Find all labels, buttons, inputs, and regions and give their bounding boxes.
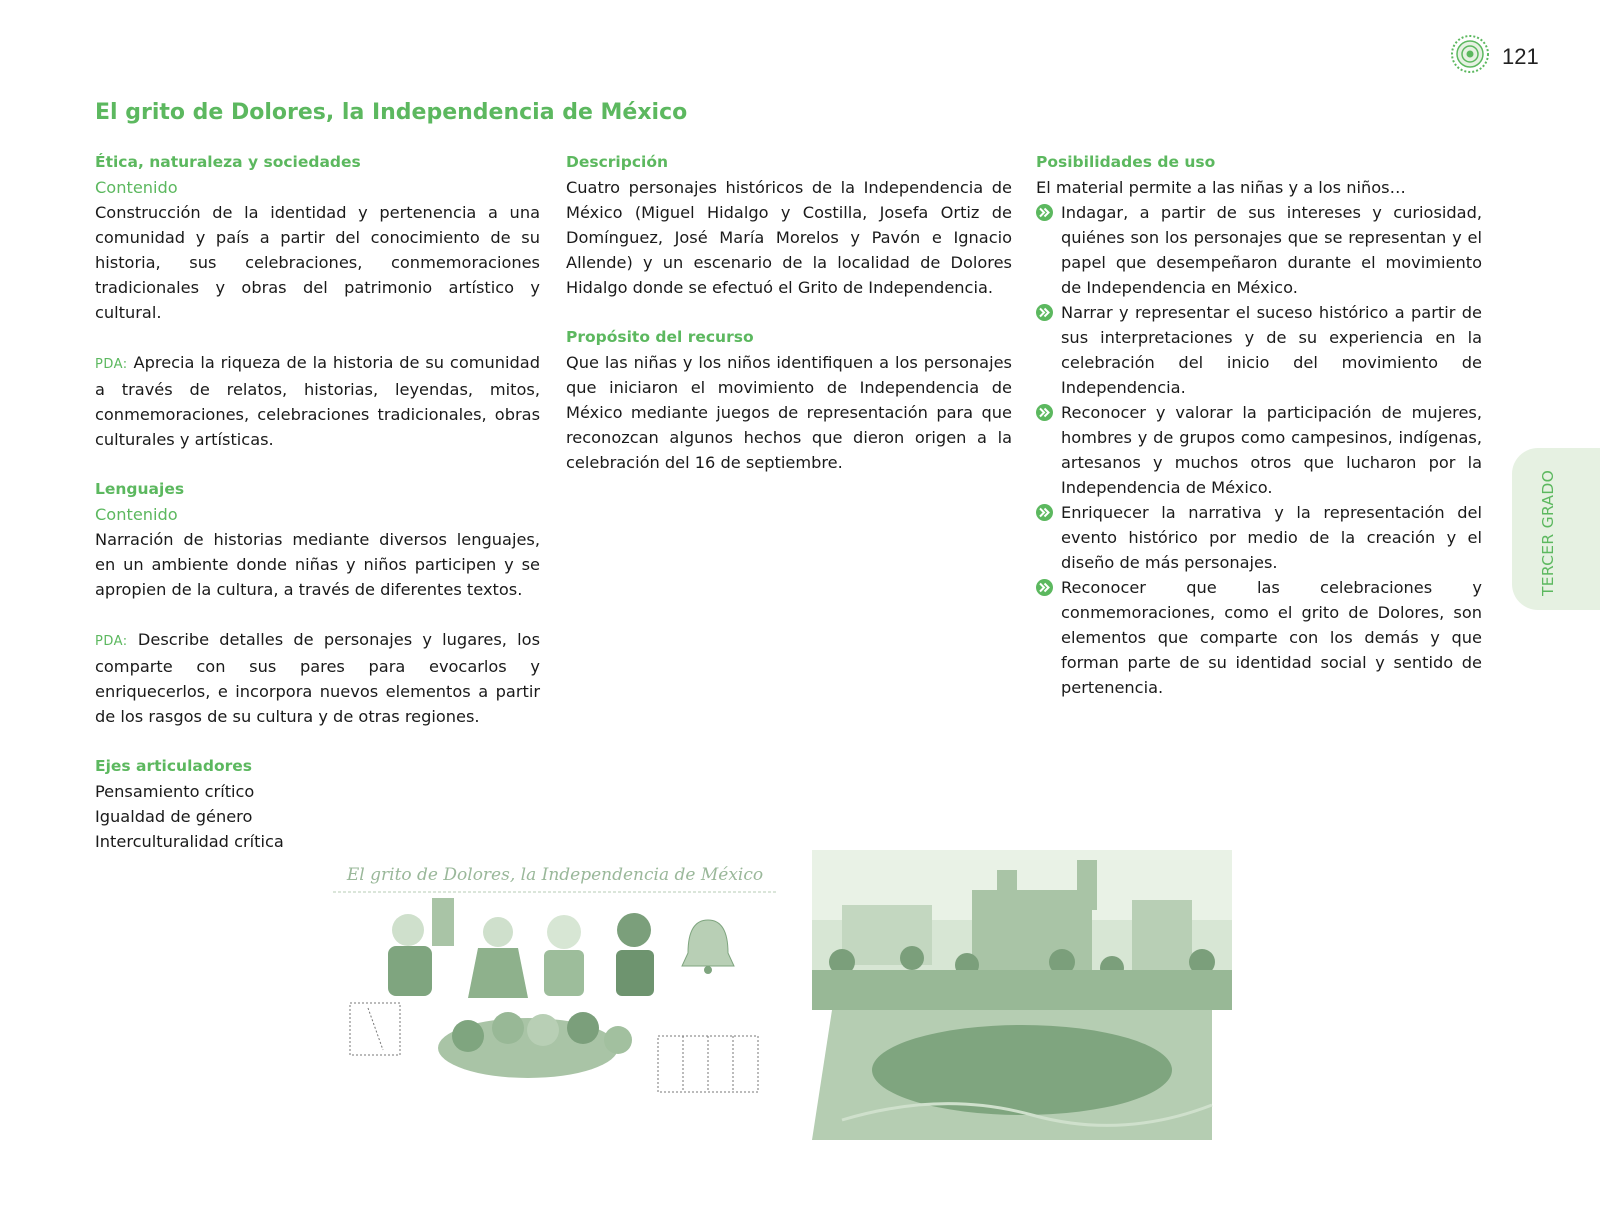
posibilidades-heading: Posibilidades de uso: [1036, 153, 1216, 171]
list-item-text: Indagar, a partir de sus intereses y curiosidad, quiénes son los personajes que se representan y el papel que desempeñaron durante el movimiento de Independencia en México.: [1061, 203, 1482, 297]
proposito-text: Que las niñas y los niños identifiquen a los personajes que iniciaron el movimiento de Independencia de México mediante juegos de representación para que reconozcan algunos hechos que dieron origen a la celebración del 16 de septiembre.: [566, 353, 1012, 472]
lenguajes-pda: [95, 627, 540, 729]
bell-figure: [682, 920, 734, 974]
josefa-figure: [468, 917, 528, 998]
lenguajes-contenido-text: Narración de historias mediante diversos lenguajes, en un ambiente donde niñas y niños participen y se apropien de la cultura, a través de diferentes textos.: [95, 530, 540, 599]
pda-label: PDA:: [95, 357, 128, 372]
ejes-item: Interculturalidad crítica: [95, 832, 284, 851]
ejes-item: Pensamiento crítico: [95, 782, 255, 801]
list-item-text: Reconocer que las celebraciones y conmemoraciones, como el grito de Dolores, son elementos que comparte con los demás y que forman parte de su identidad social y sentido de pertenencia.: [1061, 578, 1482, 697]
sheet-title: El grito de Dolores, la Independencia de México: [346, 865, 764, 885]
list-item: [1036, 500, 1482, 575]
column-uses: [1036, 150, 1482, 700]
dolores-scenario-illustration: [802, 850, 1244, 1140]
ejes-heading: Ejes articuladores: [95, 757, 252, 775]
column-curriculum: [95, 150, 540, 854]
crowd-figure: [438, 1012, 632, 1078]
list-item-text: Narrar y representar el suceso histórico a partir de sus interpretaciones y de su experiencia en la celebración del inicio del movimiento de Independencia.: [1061, 303, 1482, 397]
double-chevron-icon: [1036, 304, 1053, 321]
descripcion-text: Cuatro personajes históricos de la Independencia de México (Miguel Hidalgo y Costilla, Josefa Ortiz de Domínguez, José María Morelos y Pavón e Ignacio Allende) y un escenario de la localidad de Dolores Hidalgo donde se efectuó el Grito de Independencia.: [566, 178, 1012, 297]
double-chevron-icon: [1036, 204, 1053, 221]
lenguajes-heading: Lenguajes: [95, 480, 185, 498]
allende-figure: [616, 913, 654, 996]
double-chevron-icon: [1036, 404, 1053, 421]
page-title: El grito de Dolores, la Independencia de México: [95, 100, 688, 125]
descripcion-heading: Descripción: [566, 153, 669, 171]
morelos-figure: [544, 915, 584, 996]
posibilidades-list: [1036, 200, 1482, 700]
etica-contenido-label: Contenido: [95, 178, 178, 197]
list-item: [1036, 300, 1482, 400]
column-description: [566, 150, 1012, 475]
double-chevron-icon: [1036, 579, 1053, 596]
page-number: 121: [1502, 44, 1539, 69]
etica-pda-text: Aprecia la riqueza de la historia de su comunidad a través de relatos, historias, leyendas, mitos, conmemoraciones, celebraciones tradicionales, obras culturales y artísticas.: [95, 353, 540, 449]
proposito-heading: Propósito del recurso: [566, 328, 754, 346]
lenguajes-pda-text: Describe detalles de personajes y lugares, los comparte con sus pares para evocarlos y enriquecerlos, e incorpora nuevos elementos a partir de los rasgos de su cultura y de otras regiones.: [95, 630, 541, 726]
sun-emblem-icon: [1450, 34, 1490, 74]
ejes-item: Igualdad de género: [95, 807, 253, 826]
list-item-text: Enriquecer la narrativa y la representación del evento histórico por medio de la creación y el diseño de más personajes.: [1061, 503, 1482, 572]
lenguajes-contenido-label: Contenido: [95, 505, 178, 524]
cutout-sheet-illustration: [328, 858, 778, 1120]
double-chevron-icon: [1036, 504, 1053, 521]
pda-label: PDA:: [95, 634, 128, 649]
grade-tab-label: TERCER GRADO: [1539, 469, 1557, 596]
etica-pda: [95, 350, 540, 452]
list-item-text: Reconocer y valorar la participación de mujeres, hombres y de grupos como campesinos, indígenas, artesanos y muchos otros que lucharon por la Independencia de México.: [1061, 403, 1482, 497]
list-item: [1036, 200, 1482, 300]
hidalgo-figure: [388, 898, 454, 996]
etica-heading: Ética, naturaleza y sociedades: [95, 153, 361, 171]
list-item: [1036, 575, 1482, 700]
list-item: [1036, 400, 1482, 500]
etica-contenido-text: Construcción de la identidad y pertenencia a una comunidad y país a partir del conocimiento de su historia, sus celebraciones, conmemoraciones tradicionales y obras del patrimonio artístico y cultural.: [95, 203, 540, 322]
posibilidades-intro: El material permite a las niñas y a los niños…: [1036, 178, 1406, 197]
